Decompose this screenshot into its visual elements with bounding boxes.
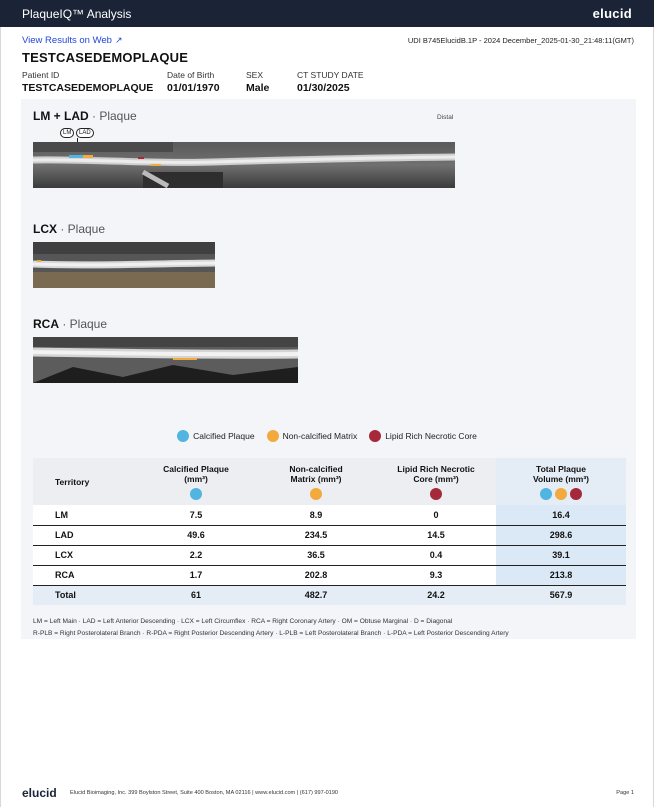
legend-lipid bbox=[369, 430, 477, 442]
view-results-link[interactable] bbox=[22, 35, 123, 46]
page-number: Page 1 bbox=[616, 790, 634, 796]
legend-noncalcified-label: Non-calcified Matrix bbox=[282, 431, 358, 441]
distal-label: Distal bbox=[437, 114, 454, 121]
table-row bbox=[33, 505, 626, 525]
noncalcified-dot-icon bbox=[267, 430, 279, 442]
calcified-header bbox=[136, 458, 256, 505]
lad-vessel-image bbox=[33, 142, 455, 188]
total-territory-cell: Total bbox=[33, 585, 136, 605]
territory-cell: LCX bbox=[33, 545, 136, 565]
lcx-subtitle: · Plaque bbox=[57, 222, 106, 236]
plaque-volume-table bbox=[33, 458, 626, 605]
dob-value: 01/01/1970 bbox=[167, 82, 220, 94]
udi-label: UDI B745ElucidB.1P - 2024 December_2025-01-30_21:48:11(GMT) bbox=[407, 36, 634, 45]
noncalcified-cell: 36.5 bbox=[256, 545, 376, 565]
view-results-label: View Results on Web bbox=[22, 35, 112, 46]
lipid-cell: 9.3 bbox=[376, 565, 496, 585]
lipid-dot-icon bbox=[369, 430, 381, 442]
dob-block bbox=[167, 70, 220, 94]
lipid-cell: 14.5 bbox=[376, 525, 496, 545]
study-date-label: CT STUDY DATE bbox=[297, 70, 364, 80]
lm-tag: LM bbox=[60, 128, 74, 138]
table-header-row bbox=[33, 458, 626, 505]
calcified-cell: 1.7 bbox=[136, 565, 256, 585]
lad-title: LM + LAD bbox=[33, 109, 89, 123]
calcified-cell: 7.5 bbox=[136, 505, 256, 525]
table-row bbox=[33, 525, 626, 545]
dob-label: Date of Birth bbox=[167, 70, 215, 80]
patient-id-block bbox=[22, 70, 153, 94]
abbreviations bbox=[33, 616, 633, 640]
rca-section-title bbox=[33, 317, 107, 331]
calcified-cell: 2.2 bbox=[136, 545, 256, 565]
lcx-section-title bbox=[33, 222, 105, 236]
total-cell: 213.8 bbox=[496, 565, 626, 585]
plaque-legend bbox=[0, 430, 654, 442]
total-noncalcified-cell: 482.7 bbox=[256, 585, 376, 605]
total-header-label: Total Plaque Volume (mm³) bbox=[532, 464, 590, 484]
footer-address: Elucid Bioimaging, Inc. 399 Boylston Street, Suite 400 Boston, MA 02116 | www.elucid.com | (617) 997-0190 bbox=[70, 790, 339, 796]
lcx-title: LCX bbox=[33, 222, 57, 236]
legend-noncalcified bbox=[267, 430, 358, 442]
noncalcified-header bbox=[256, 458, 376, 505]
footer-logo: elucid bbox=[22, 786, 57, 800]
sex-label: SEX bbox=[246, 70, 264, 80]
noncalcified-dot-icon bbox=[310, 488, 322, 500]
noncalcified-cell: 202.8 bbox=[256, 565, 376, 585]
lipid-header-label: Lipid Rich Necrotic Core (mm³) bbox=[397, 464, 475, 484]
total-lipid-cell: 24.2 bbox=[376, 585, 496, 605]
abbreviations-line-1: LM = Left Main · LAD = Left Anterior Descending · LCX = Left Circumflex · RCA = Right Coronary Artery · OM = Obtuse Marginal · D = Diagonal bbox=[33, 618, 453, 625]
lad-subtitle: · Plaque bbox=[88, 109, 137, 123]
legend-calcified bbox=[177, 430, 254, 442]
lipid-header bbox=[376, 458, 496, 505]
table-total-row bbox=[33, 585, 626, 605]
noncalcified-cell: 8.9 bbox=[256, 505, 376, 525]
study-date-block bbox=[297, 70, 364, 94]
total-cell: 39.1 bbox=[496, 545, 626, 565]
lad-tag: LAD bbox=[76, 128, 94, 138]
study-date-value: 01/30/2025 bbox=[297, 82, 350, 94]
total-cell: 16.4 bbox=[496, 505, 626, 525]
table-row bbox=[33, 545, 626, 565]
calcified-dot-icon bbox=[177, 430, 189, 442]
territory-cell: LM bbox=[33, 505, 136, 525]
calcified-dot-icon bbox=[540, 488, 552, 500]
grand-total-cell: 567.9 bbox=[496, 585, 626, 605]
total-header bbox=[496, 458, 626, 505]
territory-cell: RCA bbox=[33, 565, 136, 585]
calcified-header-label: Calcified Plaque (mm³) bbox=[163, 464, 229, 484]
case-id-title: TESTCASEDEMOPLAQUE bbox=[22, 50, 189, 65]
total-cell: 298.6 bbox=[496, 525, 626, 545]
rca-subtitle: · Plaque bbox=[59, 317, 108, 331]
legend-lipid-label: Lipid Rich Necrotic Core bbox=[385, 431, 477, 441]
total-calcified-cell: 61 bbox=[136, 585, 256, 605]
table-row bbox=[33, 565, 626, 585]
rca-title: RCA bbox=[33, 317, 59, 331]
noncalcified-header-label: Non-calcified Matrix (mm³) bbox=[289, 464, 343, 484]
territory-cell: LAD bbox=[33, 525, 136, 545]
legend-calcified-label: Calcified Plaque bbox=[193, 431, 255, 441]
app-title: PlaqueIQ™ Analysis bbox=[22, 7, 132, 21]
calcified-cell: 49.6 bbox=[136, 525, 256, 545]
patient-id-label: Patient ID bbox=[22, 70, 60, 80]
lipid-cell: 0.4 bbox=[376, 545, 496, 565]
rca-vessel-image bbox=[33, 337, 298, 383]
top-bar bbox=[0, 0, 654, 27]
sex-block bbox=[246, 70, 269, 94]
lcx-vessel-image bbox=[33, 242, 215, 288]
lipid-cell: 0 bbox=[376, 505, 496, 525]
patient-id-value: TESTCASEDEMOPLAQUE bbox=[22, 82, 154, 94]
noncalcified-dot-icon bbox=[555, 488, 567, 500]
lipid-dot-icon bbox=[430, 488, 442, 500]
external-link-icon: ↗ bbox=[114, 35, 123, 45]
territory-header: Territory bbox=[55, 477, 90, 487]
lipid-dot-icon bbox=[570, 488, 582, 500]
sex-value: Male bbox=[246, 82, 270, 94]
elucid-logo: elucid bbox=[592, 6, 632, 21]
calcified-dot-icon bbox=[190, 488, 202, 500]
lad-section-title bbox=[33, 109, 137, 123]
abbreviations-line-2: R-PLB = Right Posterolateral Branch · R-PDA = Right Posterior Descending Artery · L-PLB = Left Posterolateral Branch · L-PDA = Left Posterior Descending Artery bbox=[33, 630, 509, 637]
noncalcified-cell: 234.5 bbox=[256, 525, 376, 545]
